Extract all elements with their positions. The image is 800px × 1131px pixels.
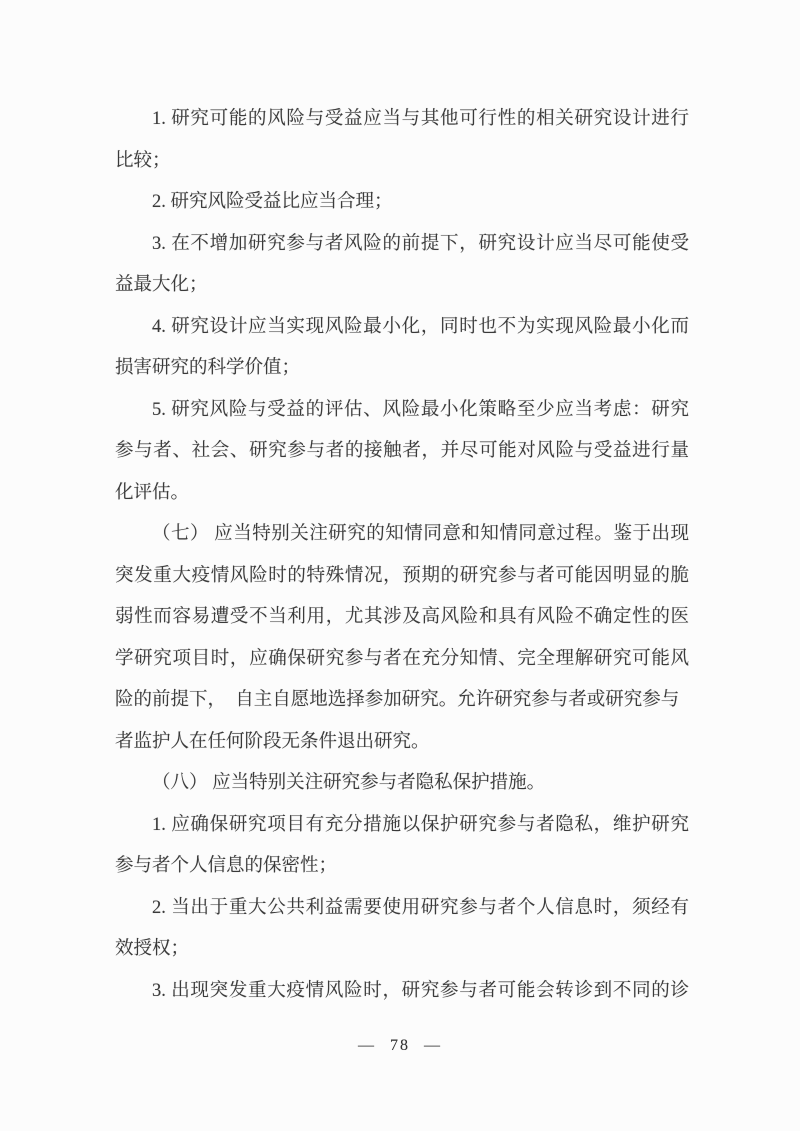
text-line: 参与者、社会、研究参与者的接触者，并尽可能对风险与受益进行量 — [115, 441, 689, 461]
text-line: 2. 当出于重大公共利益需要使用研究参与者个人信息时，须经有 — [152, 897, 689, 918]
text-line: 弱性而容易遭受不当利用，尤其涉及高风险和具有风险不确定性的医 — [115, 607, 689, 627]
text-line: 1. 研究可能的风险与受益应当与其他可行性的相关研究设计进行 — [152, 109, 689, 129]
text-line: 益最大化； — [115, 275, 208, 295]
text-line: 突发重大疫情风险时的特殊情况，预期的研究参与者可能因明显的脆 — [115, 565, 689, 586]
document-body — [115, 99, 689, 1012]
text-line: 1. 应确保研究项目有充分措施以保护研究参与者隐私，维护研究 — [152, 814, 689, 835]
text-line: 学研究项目时，应确保研究参与者在充分知情、完全理解研究可能风 — [115, 648, 689, 669]
text-line: 2. 研究风险受益比应当合理； — [152, 192, 393, 212]
text-line: 效授权； — [115, 939, 190, 959]
text-line: 4. 研究设计应当实现风险最小化，同时也不为实现风险最小化而 — [152, 316, 689, 337]
text-line: 险的前提下， 自主自愿地选择参加研究。允许研究参与者或研究参与 — [115, 690, 680, 710]
section-heading-8: （八） 应当特别关注研究参与者隐私保护措施。 — [152, 773, 546, 793]
text-line: 者监护人在任何阶段无条件退出研究。 — [115, 731, 430, 752]
text-line: 3. 在不增加研究参与者风险的前提下，研究设计应当尽可能使受 — [152, 233, 689, 254]
text-line: 化评估。 — [115, 482, 190, 503]
page-number: — 78 — — [358, 1037, 442, 1054]
page-footer — [0, 1036, 800, 1056]
text-line: 参与者个人信息的保密性； — [115, 856, 338, 876]
text-line: 5. 研究风险与受益的评估、风险最小化策略至少应当考虑：研究 — [152, 399, 689, 420]
section-heading-7: （七） 应当特别关注研究的知情同意和知情同意过程。鉴于出现 — [152, 524, 689, 544]
text-line: 比较； — [115, 150, 171, 171]
text-line: 3. 出现突发重大疫情风险时，研究参与者可能会转诊到不同的诊 — [152, 980, 689, 1001]
text-line: 损害研究的科学价值； — [115, 358, 301, 378]
